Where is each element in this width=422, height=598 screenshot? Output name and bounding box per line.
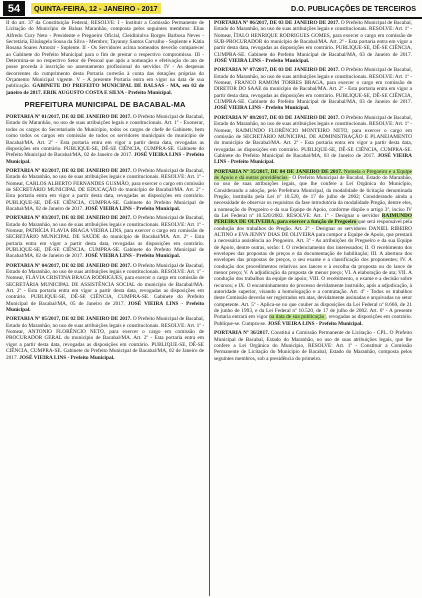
portaria-06 bbox=[214, 20, 412, 64]
portaria-body: O Prefeito Municipal de Bacabal, Estado do Maranhão, no uso de suas atribuições legais e constitucionais. RESOLVE: Art. 1º - Nomear, ÍTALO HENRIQUE RODRIGUES GOMES, para exercer o cargo em comissão de SUB-PROCURADOR do município de Bacabal/MA. Art. 2º - Esta portaria entra em vigor a partir desta data, revogadas as disposições em contrário. PUBLIQUE-SE, DÊ-SE CIÊNCIA, CUMPRA-SE. Gabinete do Prefeito Municipal de Bacabal/MA, 03 de Janeiro de 2017. bbox=[214, 20, 412, 58]
issue-date: QUINTA-FEIRA, 12 - JANEIRO - 2017 bbox=[31, 3, 161, 14]
portaria-signature: JOSÉ VIEIRA LINS - Prefeito Municipal. bbox=[214, 152, 412, 166]
portaria-36 bbox=[214, 330, 412, 362]
section-name: D.O. PUBLICAÇÕES DE TERCEIROS bbox=[291, 4, 416, 13]
portaria-signature: JOSÉ VIEIRA LINS - Prefeito Municipal. bbox=[214, 58, 310, 65]
portaria-35-highlighted bbox=[214, 169, 412, 328]
portaria-07 bbox=[214, 67, 412, 111]
portaria-title: PORTARIA Nº 06/2017, DE 03 DE JANEIRO DE 2017. bbox=[214, 20, 341, 26]
portaria-signature: JOSÉ VIEIRA LINS - Prefeito Municipal. bbox=[267, 320, 363, 327]
portaria-title: PORTARIA Nº 04/2017, DE 02 DE JANEIRO DE 2017. bbox=[6, 262, 133, 269]
portaria-body-end: , revogadas as disposições em contrário. Publique-se. Cumpra-se. bbox=[214, 314, 412, 327]
portaria-04 bbox=[6, 263, 204, 314]
portaria-body: O Prefeito Municipal de Bacabal, Estado do Maranhão, no uso de suas atribuições legais e constitucionais. RESOLVE: Art. 1º - Nomear, FRANCO RAMOM TORRES BRAGA, para exercer o cargo em comissão de DIRETOR DO SAAE do município de Bacabal/MA. Art. 2º - Esta portaria entra em vigor a partir desta data, revogadas as disposições em contrário. PUBLIQUE-SE, DÊ-SE CIÊNCIA, CUMPRA-SE. Gabinete do Prefeito Municipal de Bacabal/MA, 03 de Janeiro de 2017. bbox=[214, 67, 412, 106]
portaria-05 bbox=[6, 316, 204, 360]
portaria-title: PORTARIA Nº 02/2017, DE 02 DE JANEIRO DE 2017. bbox=[6, 167, 133, 174]
portaria-signature: JOSÉ VIEIRA LINS - Prefeito Municipal. bbox=[214, 105, 310, 112]
highlighted-title: PORTARIA Nº 35/2017, DE 04 DE JANEIRO DE 2017. bbox=[214, 168, 344, 175]
portaria-title: PORTARIA Nº 07/2017, DE 03 DE JANEIRO DE 2017. bbox=[214, 67, 341, 74]
portaria-body: Constitui a Comissão Permanente de Licitação - CPL. O Prefeito Municipal de Bacabal, Estado do Maranhão, no uso de suas atribuições legais, que lhe confere a Lei Orgânica do Município, RESOLVE: Art. 1º - Constituir a Comissão Permanente de Licitação do Município de Bacabal, Estado do Maranhão, composta pelos seguintes membros, sob a presidência do primeiro. bbox=[214, 330, 412, 362]
portaria-02 bbox=[6, 168, 204, 212]
portaria-title: PORTARIA Nº 08/2017, DE 03 DE JANEIRO DE 2017. bbox=[214, 114, 341, 121]
column-divider bbox=[209, 20, 210, 596]
portaria-signature: JOSÉ VIEIRA LINS - Prefeito Municipal. bbox=[84, 205, 181, 212]
portaria-01 bbox=[6, 114, 204, 165]
highlighted-effective-date: na data de sua publicação bbox=[269, 314, 326, 321]
left-column bbox=[6, 20, 204, 596]
intro-body: II do art. 37 da Constituição Federal, RESOLVE: I - Instituir a Comissão Permanente de Licitação do Município de Balsas Maranhão, composta pelos seguintes membros: Elias Alfredo Cury Neto - Presidente e Pregoeiro Oficial, Cleidiniulva Borges Barbosa Neves - Secretária, Elisângela Sousa da Silva - Membro; Tayanny Santos Carvalho - Suplente e Kátia Rosana Soares Amorar - Suplente. II - Os Servidores acima nomeados deverão comparecer ao Gabinete do Prefeito Municipal para o fim de prestar o respectivo compromisso. III - Determina-se no respectivo Setor de Pessoal que após a nomeação e efetivação do ato de posse proceda à inscrição no assentamento profissional do servidor. IV - As despesas decorrentes do cumprimento desta Portaria correrão à conta das dotações próprias do Orçamento Municipal vigente. V - A presente Portaria entra em vigor na data de sua publicação. bbox=[6, 20, 204, 90]
portaria-03 bbox=[6, 215, 204, 259]
section-title: PREFEITURA MUNICIPAL DE BACABAL-MA bbox=[24, 100, 186, 110]
page-header bbox=[0, 0, 422, 19]
portaria-body-continued: que será responsável pela condução dos trabalhos do Pregão. Art. 2º - Designar os servidores DANIEL RIBEIRO ALTINO e EVA JENNY DIAS DE OLIVEIRA para compor a Equipe de Apoio, que prestará a necessária assistência ao Pregoeiro. Art. 3º - As atribuições do Pregoeiro e da sua Equipe de Apoio, dentre outras, serão: I. O credenciamento dos interessados; II. O recebimento dos envelopes das propostas de preços e da documentação de habilitação; III. A abertura dos envelopes das propostas de preços, o seu exame e a classificação dos proponentes; IV. A condução dos procedimentos relativos aos lances e à escolha da proposta ou do lance de menor preço; V. A adjudicação da proposta de menor preço; VI. A elaboração de ata; VII. A condução dos trabalhos da equipe de apoio; VIII. O recebimento, o exame e a decisão sobre recursos; e IX. O encaminhamento do processo devidamente instruído, após a adjudicação, à autoridade superior, visando a homologação e a contratação. Art. 4º - Todos os trabalhos deste Comissão deverão ser registrados em atas, devidamente assinadas e arquivadas no setor competente. Art. 5º - Aplica-se no que couber as disposições da Lei Federal nº 8.666, de 21 de junho de 1993, e da Lei Federal nº 10.520, de 17 de julho de 2002. Art. 6º - A presente Portaria entrará em vigor bbox=[214, 219, 412, 321]
portaria-title: PORTARIA Nº 36/2017. bbox=[214, 330, 271, 337]
portaria-signature: JOSÉ VIEIRA LINS - Prefeito Municipal. bbox=[19, 354, 115, 361]
intro-signature: GABINETE DO PREFEITO MUNICIPAL DE BALSAS - MA, em 02 de janeiro de 2017. ERIK AUGUSTO COSTA E SILVA - Prefeito Municipal. bbox=[6, 83, 204, 96]
portaria-title: PORTARIA Nº 03/2017, DE 02 DE JANEIRO DE 2017. bbox=[6, 215, 133, 222]
portaria-signature: JOSÉ VIEIRA LINS - Prefeito Municipal. bbox=[6, 152, 204, 165]
intro-text bbox=[6, 20, 204, 96]
highlighted-lead: Nomeia o Pregoeiro e a Equipe de Apoio e dá outras providências bbox=[214, 168, 412, 181]
highlighted-appointee: RAIMUNDO PEREIRA DE OLIVEIRA, para exercer a função de Pregoeiro bbox=[214, 212, 412, 226]
portaria-body: O Prefeito Municipal de Bacabal, Estado do Maranhão, no uso de suas atribuições legais e constitucionais. Art. 1º - Exonerar, todos os cargos do Secretariado do Município, todos os cargos de chefe de Gabinete, bem como todos os cargos em comissão de todos os servidores municipais do município de Bacabal/MA. Art. 2º - Esta portaria entra em vigor a partir desta data, revogadas as disposições em contrário. PUBLIQUE-SE, DÊ-SE CIÊNCIA, CUMPRA-SE. Gabinete do Prefeito Municipal de Bacabal/MA, 02 de Janeiro de 2017. bbox=[6, 114, 204, 159]
portaria-08 bbox=[214, 115, 412, 166]
portaria-body: O Prefeito Municipal de Bacabal, Estado do Maranhão, no uso de suas atribuições legais e constitucionais. RESOLVE: Art. 1º - Nomear, CARLOS ALBERTO FERNANDES GUSMÃO, para exercer o cargo em comissão de SECRETÁRIO MUNICIPAL DE EDUCAÇÃO do município de Bacabal/MA. Art. 2º - Esta portaria entra em vigor a partir desta data, revogadas as disposições em contrário. PUBLIQUE-SE, DÊ-SE CIÊNCIA, CUMPRA-SE. Gabinete do Prefeito Municipal de Bacabal/MA, 02 de Janeiro de 2017. bbox=[6, 167, 204, 212]
portaria-body: O Prefeito Municipal de Bacabal, Estado do Maranhão, no uso de suas atribuições legais e constitucionais. RESOLVE: Art. 1º - Nomear, RAIMUNDO FLORÊNCIO MONTEIRO NETO, para exercer o cargo em comissão de SECRETÁRIO MUNICIPAL DE ADMINISTRAÇÃO E PLANEJAMENTO do município de Bacabal/MA. Art. 2º - Esta portaria entra em vigor a partir desta data, revogadas as disposições em contrário. PUBLIQUE-SE, DÊ-SE CIÊNCIA, CUMPRA-SE. Gabinete do Prefeito Municipal de Bacabal/MA, 03 de Janeiro de 2017. bbox=[214, 114, 412, 159]
portaria-title: PORTARIA Nº 01/2017, DE 02 DE JANEIRO DE 2017. bbox=[6, 114, 133, 121]
right-column bbox=[214, 20, 412, 596]
portaria-body: - O Prefeito Municipal de Bacabal, Estado do Maranhão, no uso de suas atribuições legais, que lhe confere a Lei Orgânica do Município, Considerando a adoção, pelo Prefeitura Municipal, da modalidade de licitação denominada Pregão, instituída pela Lei nº 10.520, de 17 de julho de 2002; Considerando ainda a necessidade de observar os requisitos da fase introdutória da modalidade Pregão, dentre eles, a nomeação do Pregoeiro e da sua Equipe de Apoio, conforme dispõe o artigo 3º, inciso IV da Lei Federal nº 10.520/2002. RESOLVE: Art. 1º - Designar o servidor bbox=[214, 174, 412, 219]
page-number: 54 bbox=[3, 1, 25, 16]
portaria-body: O Prefeito Municipal de Bacabal, Estado do Maranhão, no uso de suas atribuições legais e constitucionais. RESOLVE: Art. 1º - Nomear, PATRÍCIA FLAVIA BRAGA VIEIRA LINS, para exercer o cargo em comissão de SECRETÁRIO MUNICIPAL DE SAÚDE do município de Bacabal/MA. Art. 2º - Esta portaria entra em vigor a partir desta data, revogadas as disposições em contrário. PUBLIQUE-SE, DÊ-SE CIÊNCIA, CUMPRA-SE. Gabinete do Prefeito Municipal de Bacabal/MA, 02 de Janeiro de 2017. bbox=[6, 215, 204, 260]
portaria-signature: JOSÉ VIEIRA LINS - Prefeito Municipal. bbox=[6, 300, 204, 314]
portaria-signature: JOSÉ VIEIRA LINS - Prefeito Municipal. bbox=[84, 253, 181, 260]
portaria-body: O Prefeito Municipal de Bacabal, Estado do Maranhão, no uso de suas atribuições legais e constitucionais. RESOLVE: Art. 1º - Nomear, ANTONIO FLORÊNCIO NETO, para exercer o cargo em comissão de PROCURADOR GERAL do município de Bacabal/MA. Art. 2º - Esta portaria entra em vigor a partir desta data, revogadas as disposições em contrário. PUBLIQUE-SE, DÊ-SE CIÊNCIA, CUMPRA-SE. Gabinete do Prefeito Municipal de Bacabal/MA, 02 de Janeiro de 2017. bbox=[6, 316, 204, 361]
portaria-title: PORTARIA Nº 05/2017, DE 02 DE JANEIRO DE 2017. bbox=[6, 316, 133, 323]
portaria-body: O Prefeito Municipal de Bacabal, Estado do Maranhão, no uso de suas atribuições legais e constitucionais. RESOLVE: Art. 1º - Nomear, FLÁVIA CRISTINA BRAGA RODRIGUES, para exercer o cargo em comissão de SECRETÁRIA MUNICIPAL DE ASSISTÊNCIA SOCIAL do município de Bacabal/MA. Art. 2º - Esta portaria entra em vigor a partir desta data, revogadas as disposições em contrário. PUBLIQUE-SE, DÊ-SE CIÊNCIA, CUMPRA-SE. Gabinete do Prefeito Municipal de Bacabal/MA, 05 de Janeiro de 2017. bbox=[6, 262, 204, 307]
